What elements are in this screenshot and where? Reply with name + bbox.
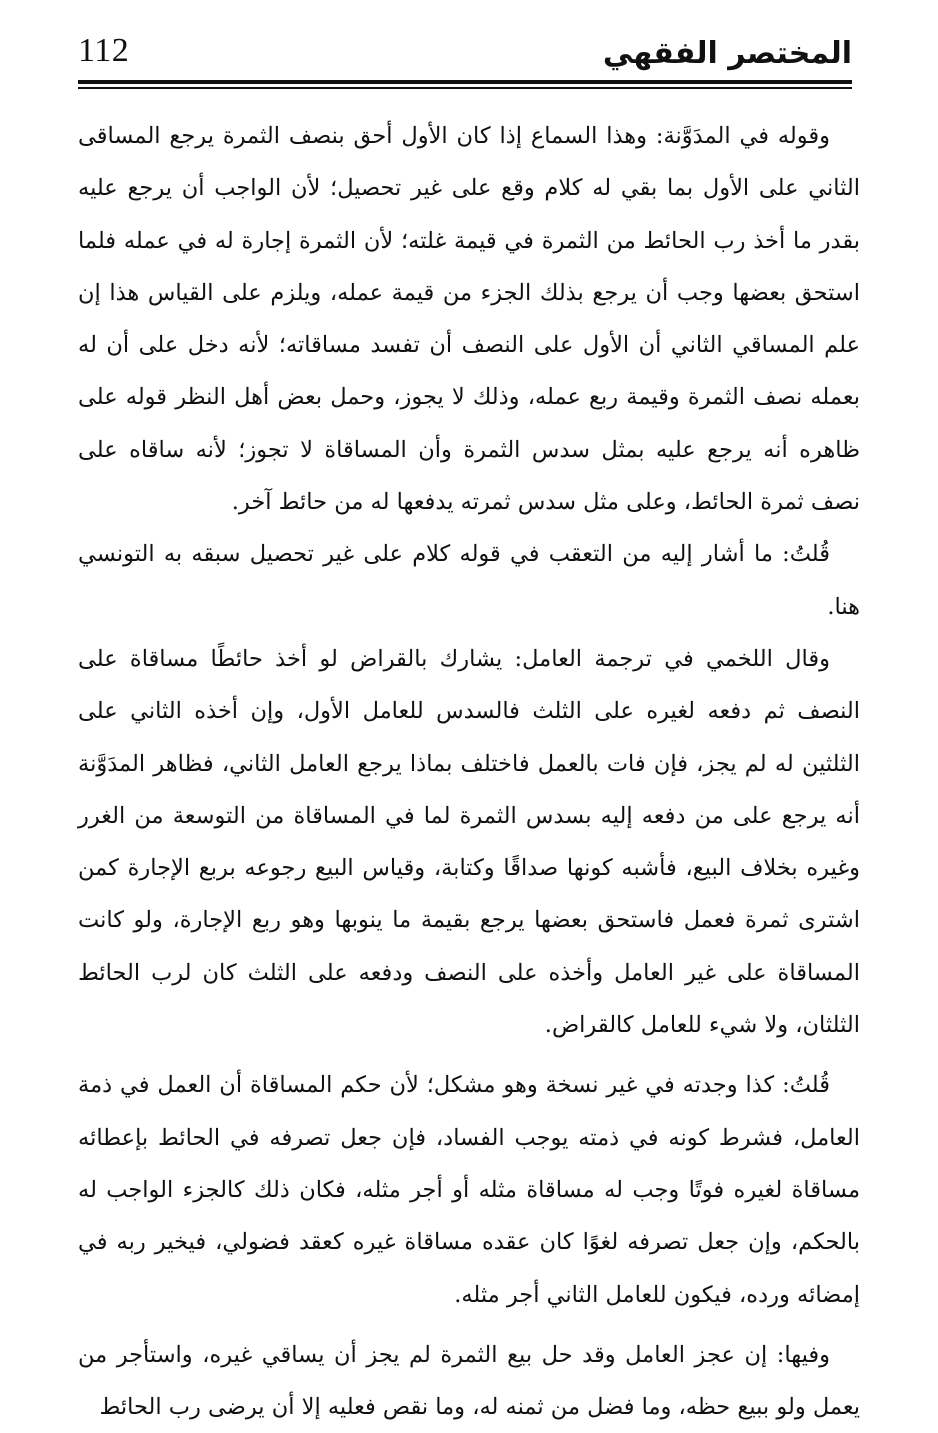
page-header: [78, 28, 852, 90]
paragraph: وفيها: إن عجز العامل وقد حل بيع الثمرة لم يجز أن يساقي غيره، واستأجر من يعمل ولو ببيع حظه، وما فضل من ثمنه له، وما نقص فعليه إلا أن يرضى رب الحائط: [78, 1341, 860, 1421]
paragraph: قُلتُ: كذا وجدته في غير نسخة وهو مشكل؛ لأن حكم المساقاة أن العمل في ذمة العامل، فشرط كونه في ذمته يوجب الفساد، فإن جعل تصرفه في الحائط بإعطائه مساقاة لغيره فوتًا وجب له مساقاة مثله أو أجر مثله، فكان ذلك كالجزء الواجب له بالحكم، وإن جعل تصرفه لغوًا كان عقده مساقاة غيره كعقد فضولي، فيخير ربه في إمضائه ورده، فيكون للعامل الثاني أجر مثله.: [78, 1072, 860, 1308]
paragraph: وقال اللخمي في ترجمة العامل: يشارك بالقراض لو أخذ حائطًا مساقاة على النصف ثم دفعه لغيره على الثلث فالسدس للعامل الأول، وإن أخذه الثاني على الثلثين له لم يجز، فإن فات بالعمل فاختلف بماذا يرجع العامل الثاني، فظاهر المدَوَّنة أنه يرجع على من دفعه إليه بسدس الثمرة لما في المساقاة من التوسعة من الغرر وغيره بخلاف البيع، فأشبه كونها صداقًا وكتابة، وقياس البيع رجوعه بربع الإجارة كمن اشترى ثمرة فعمل فاستحق بعضها يرجع بقيمة ما ينوبها وهو ربع الإجارة، ولو كانت المساقاة على غير العامل وأخذه على النصف ودفعه على الثلث كان لرب الحائط الثلثان، ولا شيء للعامل كالقراض.: [78, 645, 860, 1039]
paragraph: قُلتُ: ما أشار إليه من التعقب في قوله كلام على غير تحصيل سبقه به التونسي هنا.: [78, 541, 860, 620]
paragraph: وقوله في المدَوَّنة: وهذا السماع إذا كان الأول أحق بنصف الثمرة يرجع المساقى الثاني على الأول بما بقي له كلام وقع على غير تحصيل؛ لأن الواجب أن يرجع عليه بقدر ما أخذ رب الحائط من الثمرة في قيمة غلته؛ لأن الثمرة إجارة له في عمله فلما استحق بعضها وجب أن يرجع بذلك الجزء من قيمة عمله، ويلزم على القياس هذا إن علم المساقي الثاني أن الأول على النصف أن تفسد مساقاته؛ لأنه دخل على أن له بعمله نصف الثمرة وقيمة ربع عمله، وذلك لا يجوز، وحمل بعض أهل النظر قوله على ظاهره أنه يرجع عليه بمثل سدس الثمرة وأن المساقاة لا تجوز؛ لأنه ساقاه على نصف ثمرة الحائط، وعلى مثل سدس ثمرته يدفعها له من حائط آخر.: [78, 123, 860, 516]
page-body: [78, 110, 860, 1433]
page-number: 112: [78, 32, 130, 69]
header-rule-thick: [78, 80, 852, 84]
book-title: المختصر الفقهي: [602, 36, 852, 71]
header-rule-thin: [78, 87, 852, 89]
